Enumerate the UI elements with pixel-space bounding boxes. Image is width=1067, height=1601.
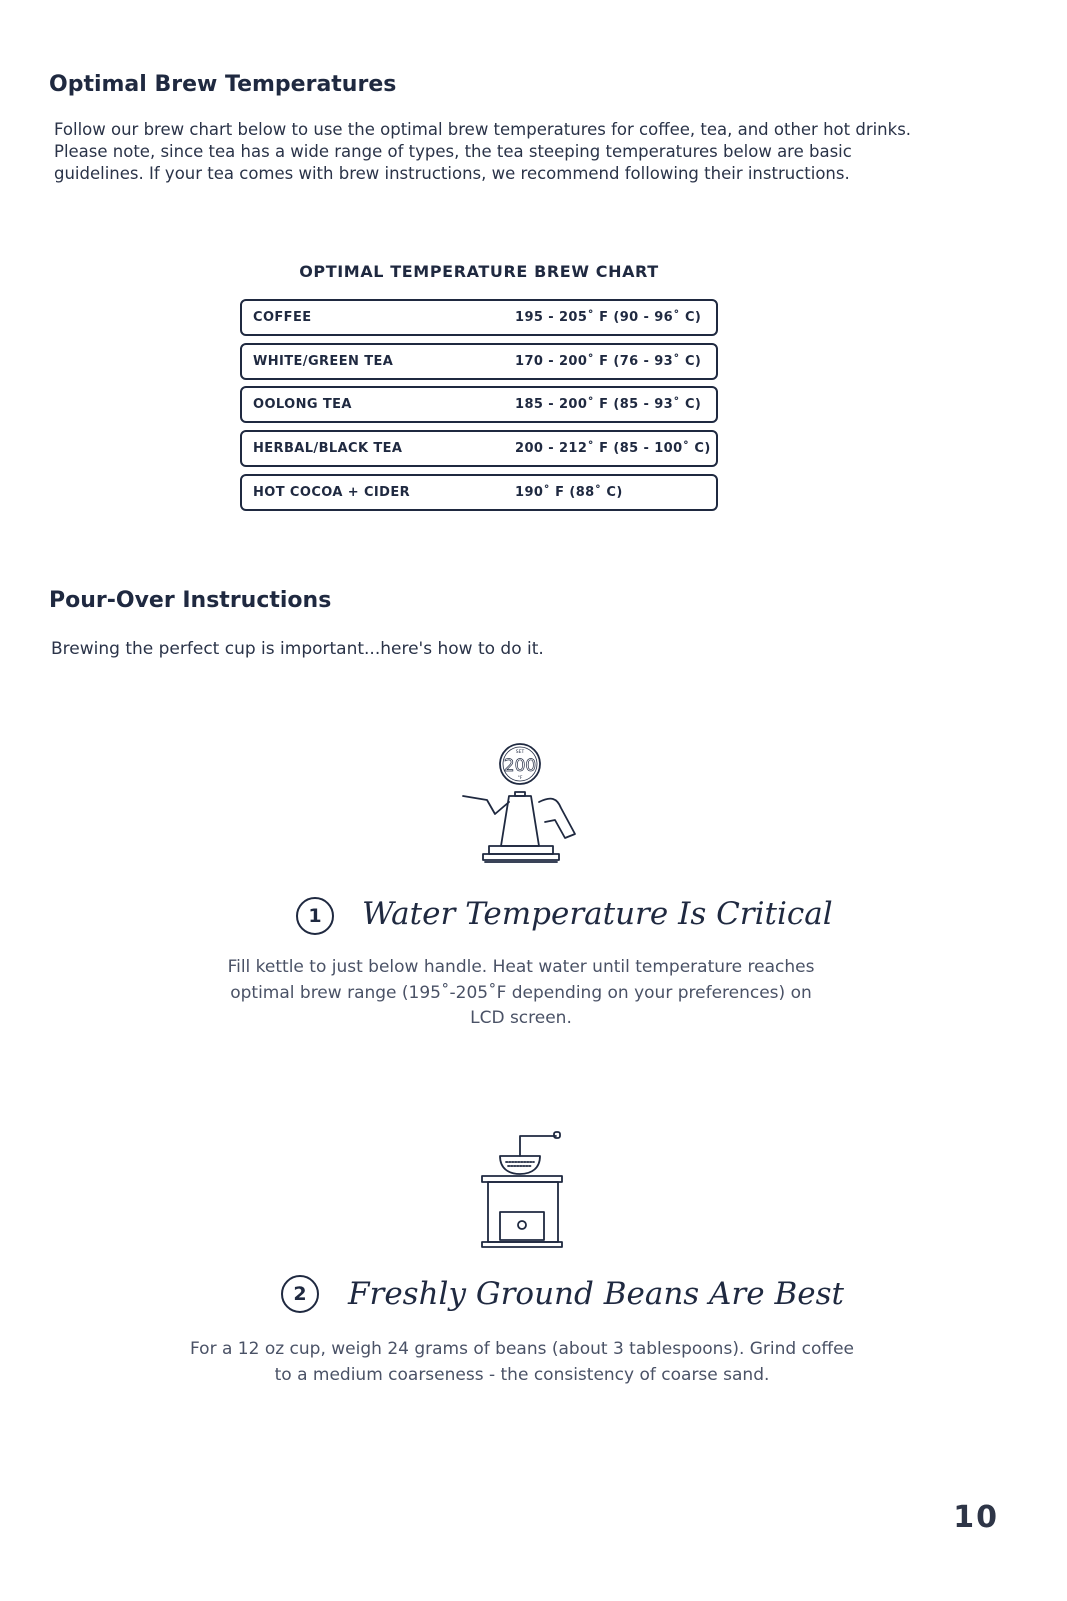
kettle-display-unit: °F <box>517 776 523 781</box>
step-2-number: 2 <box>281 1275 319 1313</box>
brew-temps-heading: Optimal Brew Temperatures <box>49 72 397 97</box>
kettle-icon <box>455 740 585 876</box>
kettle-display-label: SET <box>515 750 525 755</box>
brew-row-oolong-tea <box>240 386 718 423</box>
step-2-title: Freshly Ground Beans Are Best <box>348 1276 844 1312</box>
brew-row-drink: COFFEE <box>253 310 312 325</box>
page-number: 10 <box>953 1500 999 1535</box>
step-2-body: For a 12 oz cup, weigh 24 grams of beans (about 3 tablespoons). Grind coffee to a medium coarseness - the consistency of coarse sand. <box>190 1339 854 1385</box>
brew-row-temp: 185 - 200˚ F (85 - 93˚ C) <box>515 397 702 412</box>
brew-row-hot-cocoa-cider <box>240 474 718 511</box>
step-1-number: 1 <box>296 897 334 935</box>
step-1-title: Water Temperature Is Critical <box>362 896 833 932</box>
brew-row-coffee <box>240 299 718 336</box>
brew-row-temp: 190˚ F (88˚ C) <box>515 485 623 500</box>
brew-row-temp: 195 - 205˚ F (90 - 96˚ C) <box>515 310 702 325</box>
kettle-display-value: 200 <box>503 756 537 776</box>
brew-row-white-green-tea <box>240 343 718 380</box>
pour-over-heading: Pour-Over Instructions <box>49 588 332 613</box>
brew-row-herbal-black-tea <box>240 430 718 467</box>
brew-row-drink: OOLONG TEA <box>253 397 352 412</box>
brew-row-drink: WHITE/GREEN TEA <box>253 354 394 369</box>
brew-row-drink: HOT COCOA + CIDER <box>253 485 411 500</box>
grinder-icon <box>478 1128 568 1250</box>
brew-temps-intro: Follow our brew chart below to use the optimal brew temperatures for coffee, tea, and other hot drinks. Please note, since tea has a wide range of types, the tea steeping temperatures below are basic guidelines. If your tea comes with brew instructions, we recommend following their instructions. <box>54 120 912 183</box>
brew-chart-title: OPTIMAL TEMPERATURE BREW CHART <box>299 262 659 281</box>
brew-row-temp: 170 - 200˚ F (76 - 93˚ C) <box>515 354 702 369</box>
step-1-body: Fill kettle to just below handle. Heat water until temperature reaches optimal brew range (195˚-205˚F depending on your preferences) on LCD screen. <box>227 957 815 1028</box>
brew-row-temp: 200 - 212˚ F (85 - 100˚ C) <box>515 441 711 456</box>
pour-over-intro: Brewing the perfect cup is important...here's how to do it. <box>51 639 544 659</box>
brew-row-drink: HERBAL/BLACK TEA <box>253 441 403 456</box>
